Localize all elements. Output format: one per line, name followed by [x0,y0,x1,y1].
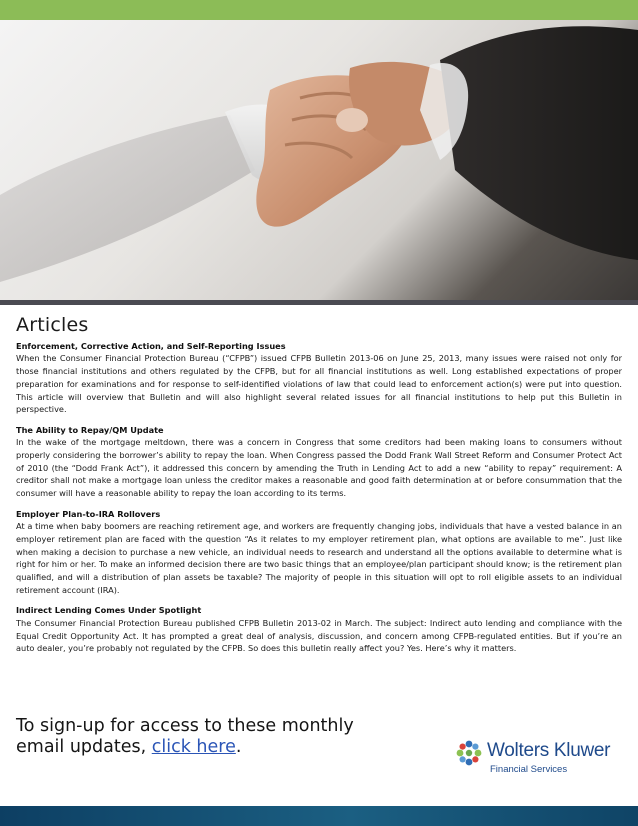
section-title: Articles [16,314,89,336]
globe-logo-icon [454,738,484,768]
cta-line-2 [16,737,376,758]
hero-handshake-image [0,20,638,300]
cta-line-1: To sign-up for access to these monthly [16,716,354,736]
article-title: The Ability to Repay/QM Update [16,424,164,435]
article-body: At a time when baby boomers are reaching retirement age, and workers are frequently changing jobs, individuals that have a vested balance in an employer retirement plan are faced with the question “As it relates to my employer retirement plan, what options are available to me”. Just like when making a decision to purchase a new vehicle, an individual needs to research and understand all the options available to determine what is right for him or her. To make an informed decision there are two basic things that an employee/plan participant should know; is the retirement plan qualified, and will a distribution of plan assets be taxable? The majority of people in this situation will opt to roll eligible assets to an individual retirement account (IRA). [16,521,622,595]
article-body: In the wake of the mortgage meltdown, there was a concern in Congress that some creditors had been making loans to consumers without properly considering the borrower’s ability to repay the loan. When Congress passed the Dodd Frank Wall Street Reform and Consumer Protect Act of 2010 (the “Dodd Frank Act”), it addressed this concern by amending the Truth in Lending Act to add a new “ability to repay” requirement: A creditor shall not make a mortgage loan unless the creditor makes a reasonable and good faith determination at or before consummation that the consumer will have a reasonable ability to repay the loan according to its terms. [16,437,622,499]
article-body: When the Consumer Financial Protection Bureau (“CFPB”) issued CFPB Bulletin 2013-06 on June 25, 2013, many issues were raised not only for those financial institutions and others regulated by the CFPB, but for all financial institutions as well. Long established expectations of proper preparation for examinations and for response to self-identified violations of law that could lead to enforcement action(s) were put into question. This article will overview that Bulletin and will also highlight several related issues for all financial institutions to help put this Bulletin in perspective. [16,353,622,415]
click-here-link[interactable]: click here [151,737,236,757]
wolters-kluwer-logo [454,738,629,786]
cta-line-2-suffix: . [235,737,242,757]
logo-name: Wolters Kluwer [487,740,611,761]
article-title: Indirect Lending Comes Under Spotlight [16,605,202,616]
handshake-illustration [0,20,638,300]
signup-call-to-action [16,716,376,758]
cta-line-2-prefix: email updates, [16,737,152,757]
article-title: Employer Plan-to-IRA Rollovers [16,508,161,519]
hero-divider-bar [0,300,638,305]
article-title: Enforcement, Corrective Action, and Self-Reporting Issues [16,341,286,351]
article-enforcement [16,340,622,416]
top-accent-bar [0,0,638,20]
logo-subtitle: Financial Services [490,764,568,775]
article-indirect-lending [16,604,622,655]
article-ability-to-repay [16,424,622,500]
article-ira-rollovers [16,508,622,597]
bottom-accent-bar [0,806,638,826]
articles-section [16,314,622,663]
article-body: The Consumer Financial Protection Bureau published CFPB Bulletin 2013-02 in March. The subject: Indirect auto lending and compliance with the Equal Credit Opportunity Act. It has prompted a great deal of analysis, discussion, and concern among CFPB-regulated entities. But if you’re an auto dealer, you’re probably not regulated by the CFPB. So does this bulletin really affect you? Yes. Here’s why it matters. [16,617,622,654]
